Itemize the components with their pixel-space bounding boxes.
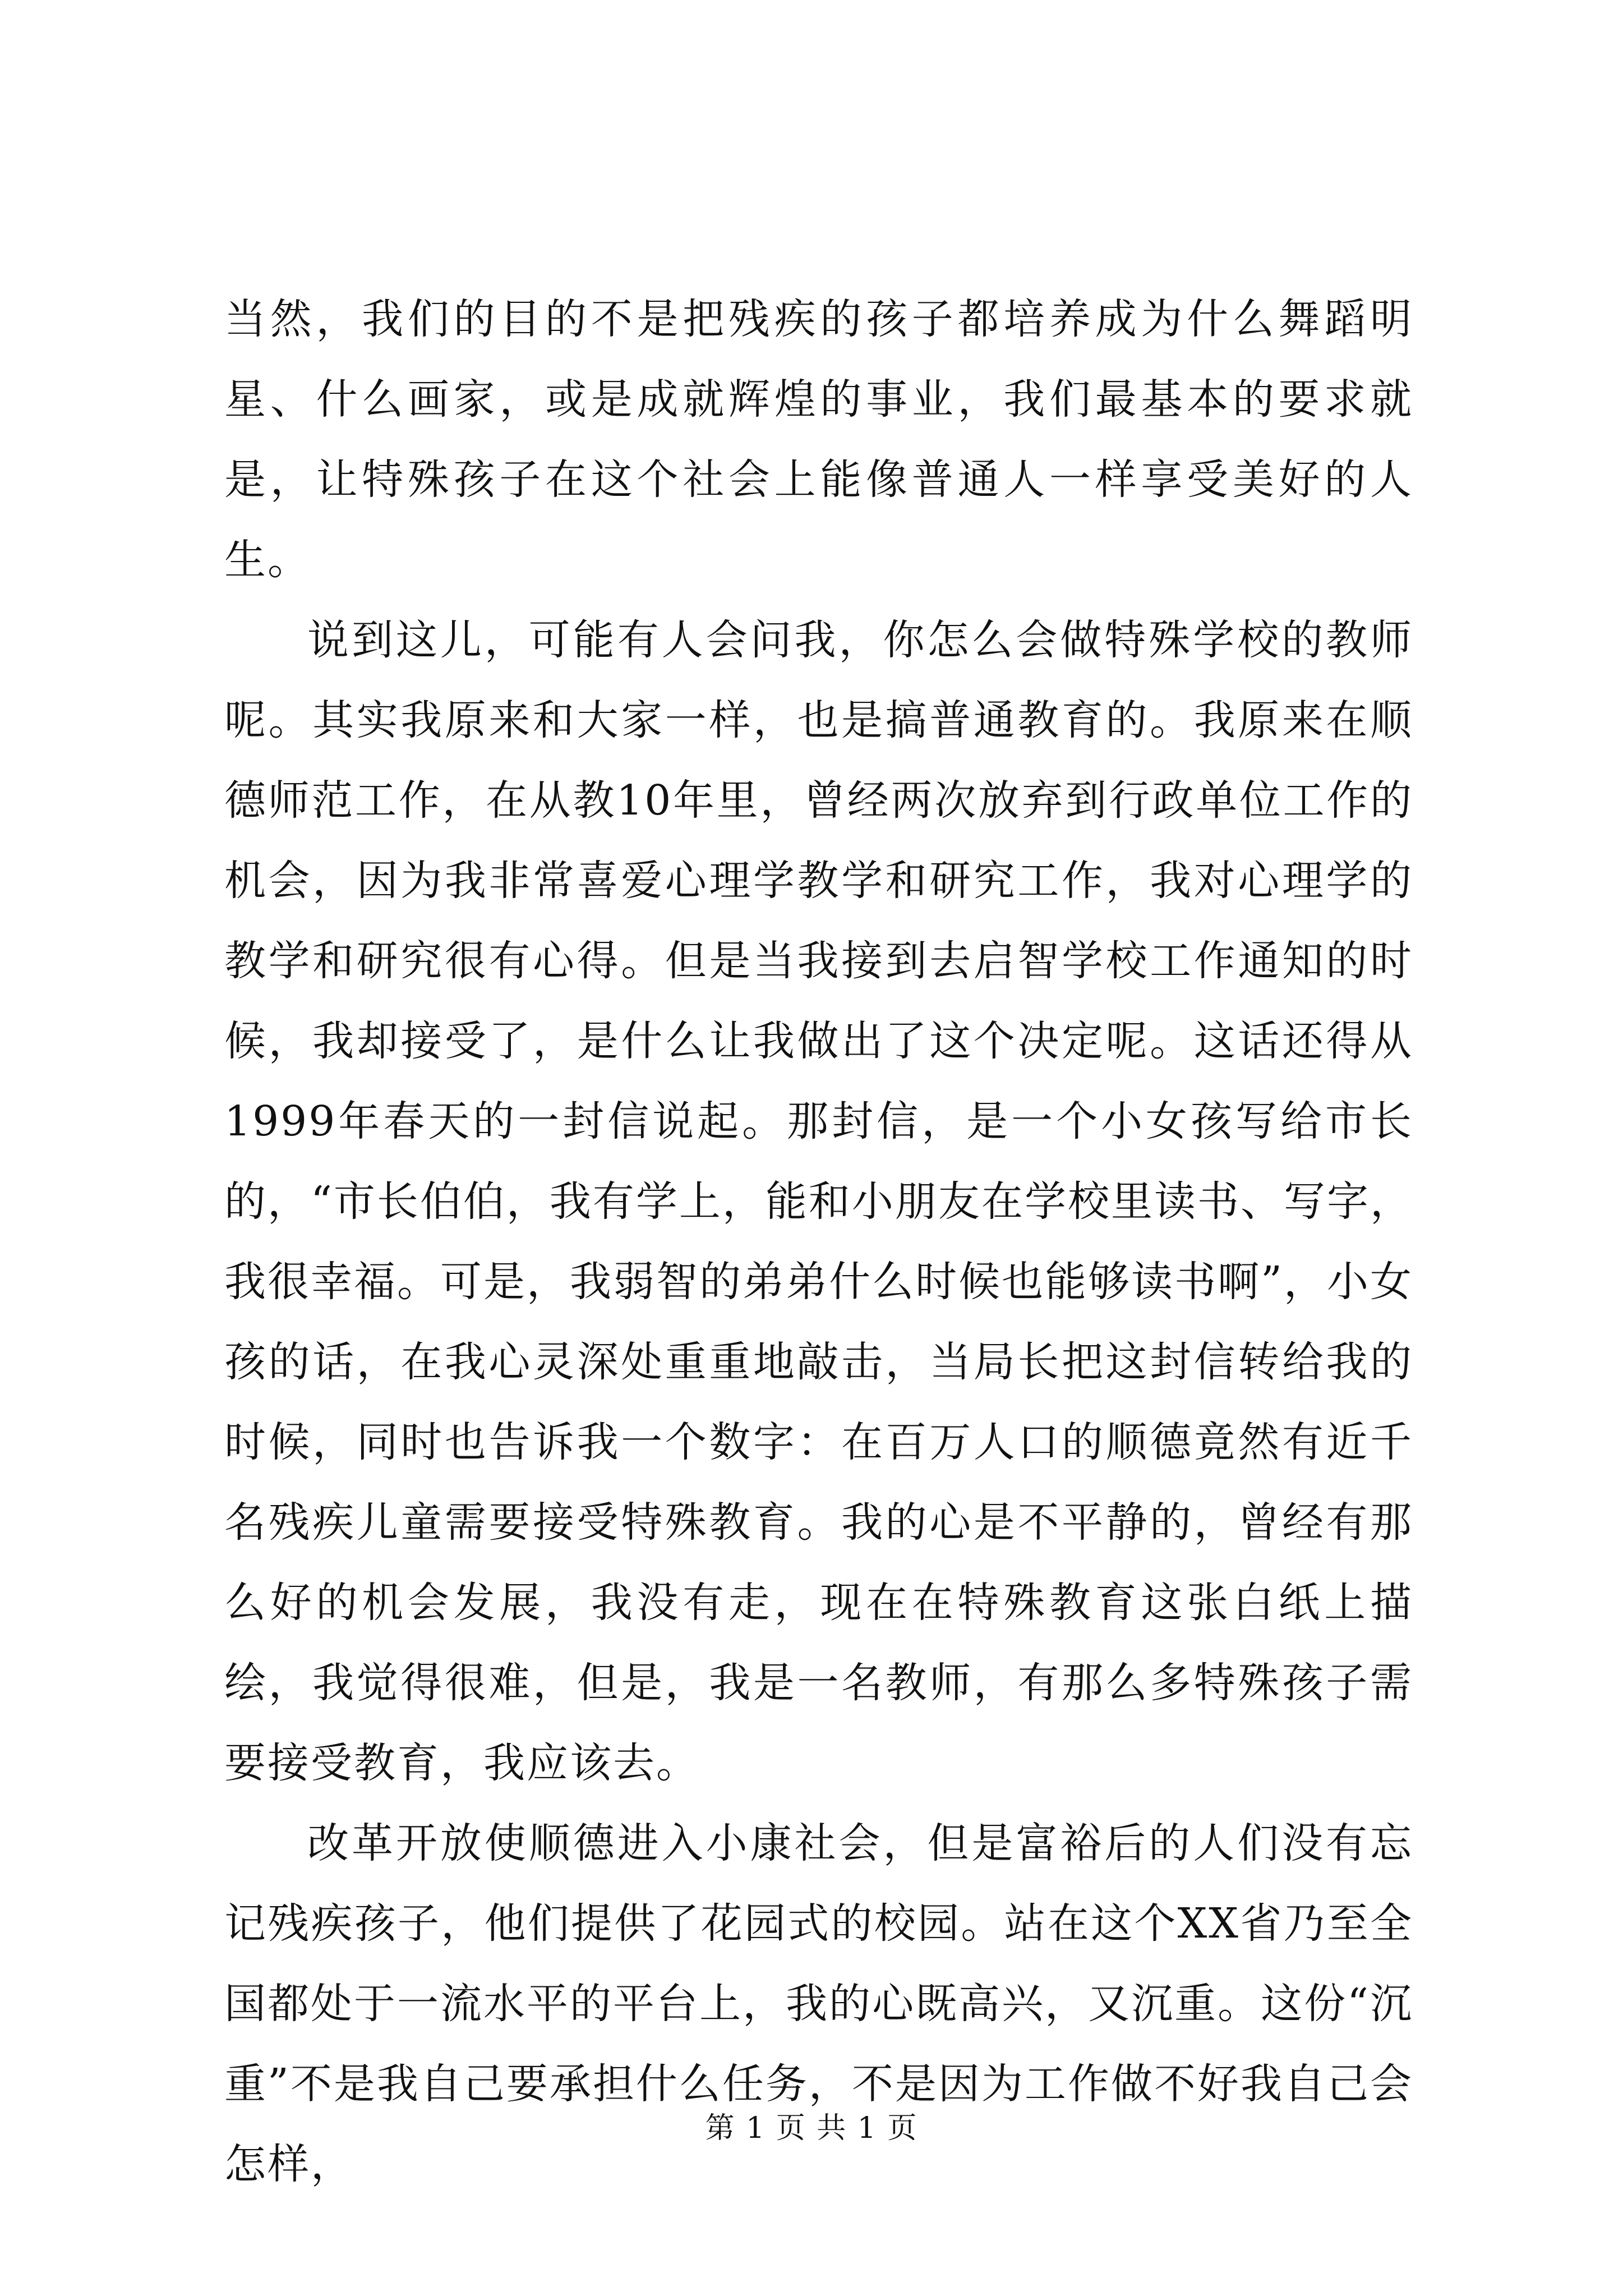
paragraph-1: 当然，我们的目的不是把残疾的孩子都培养成为什么舞蹈明星、什么画家，或是成就辉煌的事业，我们最基本的要求就是，让特殊孩子在这个社会上能像普通人一样享受美好的人生。 [224,295,1413,584]
paragraph-3: 改革开放使顺德进入小康社会，但是富裕后的人们没有忘记残疾孩子，他们提供了花园式的校园。站在这个XX省乃至全国都处于一流水平的平台上，我的心既高兴，又沉重。这份“沉重”不是我自己要承担什么任务，不是因为工作做不好我自己会怎样， [224,1819,1413,2188]
paragraph-2: 说到这儿，可能有人会问我，你怎么会做特殊学校的教师呢。其实我原来和大家一样，也是搞普通教育的。我原来在顺德师范工作，在从教10年里，曾经两次放弃到行政单位工作的机会，因为我非常喜爱心理学教学和研究工作，我对心理学的教学和研究很有心得。但是当我接到去启智学校工作通知的时候，我却接受了，是什么让我做出了这个决定呢。这话还得从1999年春天的一封信说起。那封信，是一个小女孩写给市长的，“市长伯伯，我有学上，能和小朋友在学校里读书、写字，我很幸福。可是，我弱智的弟弟什么时候也能够读书啊”，小女孩的话，在我心灵深处重重地敲击，当局长把这封信转给我的时候，同时也告诉我一个数字：在百万人口的顺德竟然有近千名残疾儿童需要接受特殊教育。我的心是不平静的，曾经有那么好的机会发展，我没有走，现在在特殊教育这张白纸上描绘，我觉得很难，但是，我是一名教师，有那么多特殊孩子需要接受教育，我应该去。 [224,616,1413,1787]
page-footer: 第 1 页 共 1 页 [705,2111,918,2145]
document-body [224,279,1413,2205]
